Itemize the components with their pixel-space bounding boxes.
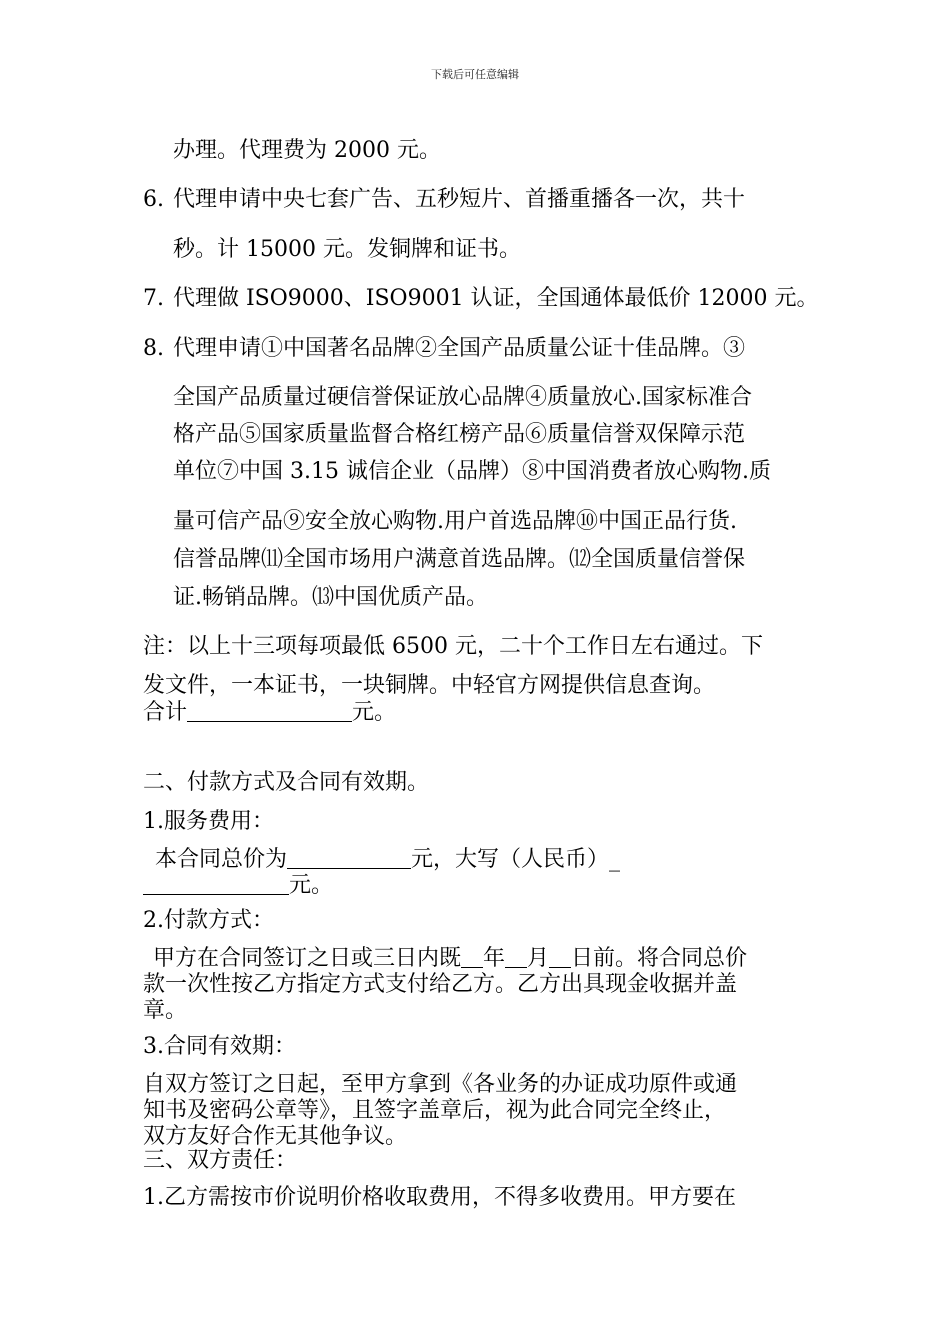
note-line1: 注：以上十三项每项最低 6500 元，二十个工作日左右通过。下 (143, 634, 763, 659)
payment-method-heading: 2.付款方式： (143, 908, 274, 933)
year-blank (461, 945, 483, 968)
section2-title: 二、付款方式及合同有效期。 (143, 770, 430, 795)
validity-line1: 自双方签订之日起，至甲方拿到《各业务的办证成功原件或通 (143, 1072, 738, 1097)
price-uppercase-blank (143, 872, 289, 895)
validity-line2: 知书及密码公章等》，且签字盖章后，视为此合同完全终止， (143, 1098, 727, 1123)
note-line2: 发文件，一本证书，一块铜牌。中轻官方网提供信息查询。 (143, 673, 716, 698)
list-item-6: 6. 代理申请中央七套广告、五秒短片、首播重播各一次，共十 (143, 185, 745, 215)
day-blank (549, 945, 571, 968)
list-item-8-line6: 信誉品牌⑾全国市场用户满意首选品牌。⑿全国质量信誉保 (173, 547, 746, 572)
list-item-8-line7: 证.畅销品牌。⒀中国优质产品。 (173, 585, 488, 610)
page-header: 下载后可任意编辑 (431, 68, 519, 81)
validity-line3: 双方友好合作无其他争议。 (143, 1124, 408, 1149)
total-price-line: 本合同总价为 元，大写（人民币）_ (155, 847, 621, 872)
payment-line2: 款一次性按乙方指定方式支付给乙方。乙方出具现金收据并盖 (143, 972, 738, 997)
validity-heading: 3.合同有效期： (143, 1034, 296, 1059)
list-item-8-line4: 单位⑦中国 3.15 诚信企业（品牌）⑧中国消费者放心购物.质 (173, 459, 771, 484)
price-blank (287, 846, 411, 869)
list-item-8: 8. 代理申请①中国著名品牌②全国产品质量公证十佳品牌。③ (143, 334, 745, 364)
item-number: 8. (143, 336, 164, 361)
payment-line1: 甲方在合同签订之日或三日内既 年 月 日前。将合同总价 (153, 946, 748, 971)
total-blank (187, 699, 352, 722)
total-line: 合计 元。 (143, 700, 397, 725)
list-item-8-line3: 格产品⑤国家质量监督合格红榜产品⑥质量信誉双保障示范 (173, 422, 746, 447)
service-fee-heading: 1.服务费用： (143, 809, 274, 834)
list-item-7: 7. 代理做 ISO9000、ISO9001 认证，全国通体最低价 12000 元。 (143, 284, 819, 314)
list-item-8-line5: 量可信产品⑨安全放心购物.用户首选品牌⑩中国正品行货. (173, 509, 737, 534)
responsibility-line1: 1.乙方需按市价说明价格收取费用，不得多收费用。甲方要在 (143, 1185, 736, 1210)
section3-title: 三、双方责任： (143, 1148, 298, 1173)
month-blank (505, 945, 527, 968)
item-number: 6. (143, 187, 164, 212)
payment-line3: 章。 (143, 998, 188, 1023)
item-number: 7. (143, 286, 164, 311)
list-item-8-line2: 全国产品质量过硬信誉保证放心品牌④质量放心.国家标准合 (173, 385, 752, 410)
item5-continuation: 办理。代理费为 2000 元。 (173, 138, 441, 163)
total-price-line2: 元。 (143, 871, 333, 901)
list-item-6-line2: 秒。计 15000 元。发铜牌和证书。 (173, 237, 521, 262)
